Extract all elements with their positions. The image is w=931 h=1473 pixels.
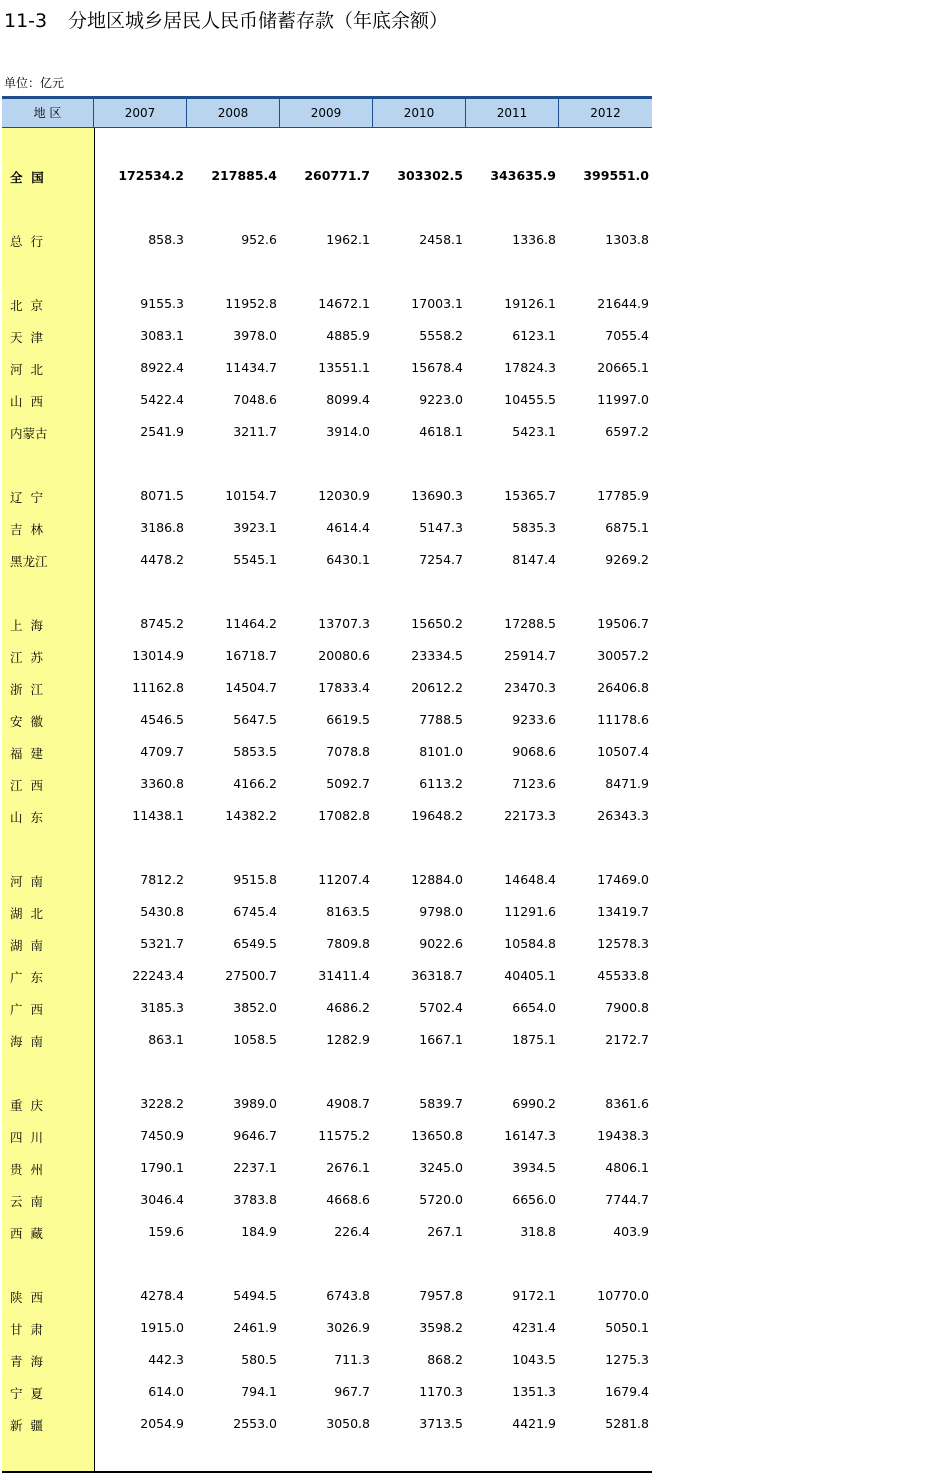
year-column-header: 2007 (94, 99, 187, 127)
value-cell: 7048.6 (233, 392, 277, 407)
table-row (2, 1384, 652, 1404)
value-cell: 11207.4 (318, 872, 370, 887)
value-cell: 12030.9 (318, 488, 370, 503)
year-column-header: 2012 (590, 106, 621, 120)
value-cell: 11162.8 (132, 680, 184, 695)
value-cell: 8101.0 (419, 744, 463, 759)
value-cell: 3783.8 (233, 1192, 277, 1207)
value-cell: 26343.3 (597, 808, 649, 823)
value-cell: 3934.5 (512, 1160, 556, 1175)
value-cell: 17824.3 (504, 360, 556, 375)
value-cell: 7055.4 (605, 328, 649, 343)
value-cell: 22173.3 (504, 808, 556, 823)
value-cell: 31411.4 (318, 968, 370, 983)
value-cell: 5702.4 (419, 1000, 463, 1015)
value-cell: 9798.0 (419, 904, 463, 919)
value-cell: 4709.7 (140, 744, 184, 759)
value-cell: 9068.6 (512, 744, 556, 759)
region-name: 湖 北 (10, 906, 43, 921)
table-row (2, 904, 652, 924)
value-cell: 614.0 (148, 1384, 184, 1399)
value-cell: 8922.4 (140, 360, 184, 375)
value-cell: 442.3 (148, 1352, 184, 1367)
value-cell: 226.4 (334, 1224, 370, 1239)
region-name: 河 北 (10, 362, 43, 377)
value-cell: 2553.0 (233, 1416, 277, 1431)
value-cell: 267.1 (427, 1224, 463, 1239)
value-cell: 260771.7 (304, 168, 370, 183)
region-name: 广 东 (10, 970, 43, 985)
value-cell: 25914.7 (504, 648, 556, 663)
region-name: 云 南 (10, 1194, 43, 1209)
value-cell: 6875.1 (605, 520, 649, 535)
value-cell: 159.6 (148, 1224, 184, 1239)
value-cell: 952.6 (241, 232, 277, 247)
value-cell: 1275.3 (605, 1352, 649, 1367)
region-name: 江 西 (10, 778, 43, 793)
table-row (2, 1416, 652, 1436)
value-cell: 4885.9 (326, 328, 370, 343)
region-name: 总 行 (10, 234, 43, 249)
value-cell: 3228.2 (140, 1096, 184, 1111)
value-cell: 14382.2 (225, 808, 277, 823)
value-cell: 4908.7 (326, 1096, 370, 1111)
table-row (2, 1192, 652, 1212)
region-name: 江 苏 (10, 650, 43, 665)
table-row (2, 1032, 652, 1052)
value-cell: 20665.1 (597, 360, 649, 375)
value-cell: 7900.8 (605, 1000, 649, 1015)
value-cell: 1790.1 (140, 1160, 184, 1175)
value-cell: 3852.0 (233, 1000, 277, 1015)
region-name: 陕 西 (10, 1290, 43, 1305)
value-cell: 403.9 (613, 1224, 649, 1239)
value-cell: 2172.7 (605, 1032, 649, 1047)
value-cell: 8745.2 (140, 616, 184, 631)
value-cell: 4421.9 (512, 1416, 556, 1431)
unit-label: 单位：亿元 (4, 76, 65, 90)
table-row (2, 872, 652, 892)
value-cell: 16718.7 (225, 648, 277, 663)
region-name: 新 疆 (10, 1418, 43, 1433)
year-column-header: 2008 (187, 99, 280, 127)
region-name: 海 南 (10, 1034, 43, 1049)
value-cell: 9223.0 (419, 392, 463, 407)
value-cell: 5321.7 (140, 936, 184, 951)
value-cell: 399551.0 (583, 168, 649, 183)
value-cell: 15678.4 (411, 360, 463, 375)
region-name: 河 南 (10, 874, 43, 889)
region-name: 重 庆 (10, 1098, 43, 1113)
value-cell: 5422.4 (140, 392, 184, 407)
region-name: 吉 林 (10, 522, 43, 537)
value-cell: 21644.9 (597, 296, 649, 311)
table-row (2, 552, 652, 572)
value-cell: 13014.9 (132, 648, 184, 663)
table-row (2, 488, 652, 508)
value-cell: 6743.8 (326, 1288, 370, 1303)
value-cell: 7744.7 (605, 1192, 649, 1207)
value-cell: 4614.4 (326, 520, 370, 535)
value-cell: 863.1 (148, 1032, 184, 1047)
value-cell: 9233.6 (512, 712, 556, 727)
value-cell: 9155.3 (140, 296, 184, 311)
region-name: 黑龙江 (10, 554, 48, 569)
region-name: 宁 夏 (10, 1386, 43, 1401)
value-cell: 13419.7 (597, 904, 649, 919)
region-name: 湖 南 (10, 938, 43, 953)
value-cell: 5720.0 (419, 1192, 463, 1207)
value-cell: 23470.3 (504, 680, 556, 695)
table-row (2, 1320, 652, 1340)
region-name: 辽 宁 (10, 490, 43, 505)
value-cell: 7078.8 (326, 744, 370, 759)
region-name: 天 津 (10, 330, 43, 345)
value-cell: 1336.8 (512, 232, 556, 247)
value-cell: 6656.0 (512, 1192, 556, 1207)
value-cell: 3978.0 (233, 328, 277, 343)
value-cell: 5430.8 (140, 904, 184, 919)
value-cell: 5647.5 (233, 712, 277, 727)
value-cell: 20612.2 (411, 680, 463, 695)
value-cell: 19438.3 (597, 1128, 649, 1143)
region-name: 福 建 (10, 746, 43, 761)
value-cell: 2054.9 (140, 1416, 184, 1431)
value-cell: 10154.7 (225, 488, 277, 503)
value-cell: 7788.5 (419, 712, 463, 727)
value-cell: 4278.4 (140, 1288, 184, 1303)
value-cell: 13551.1 (318, 360, 370, 375)
table-row (2, 168, 652, 188)
value-cell: 6619.5 (326, 712, 370, 727)
value-cell: 5853.5 (233, 744, 277, 759)
value-cell: 303302.5 (397, 168, 463, 183)
value-cell: 3026.9 (326, 1320, 370, 1335)
value-cell: 11997.0 (597, 392, 649, 407)
value-cell: 2458.1 (419, 232, 463, 247)
table-row (2, 616, 652, 636)
value-cell: 17082.8 (318, 808, 370, 823)
value-cell: 5281.8 (605, 1416, 649, 1431)
value-cell: 794.1 (241, 1384, 277, 1399)
value-cell: 3083.1 (140, 328, 184, 343)
value-cell: 3245.0 (419, 1160, 463, 1175)
value-cell: 9646.7 (233, 1128, 277, 1143)
value-cell: 3923.1 (233, 520, 277, 535)
year-column-header: 2011 (466, 99, 559, 127)
value-cell: 7123.6 (512, 776, 556, 791)
value-cell: 11434.7 (225, 360, 277, 375)
value-cell: 7809.8 (326, 936, 370, 951)
value-cell: 6430.1 (326, 552, 370, 567)
value-cell: 5494.5 (233, 1288, 277, 1303)
value-cell: 1282.9 (326, 1032, 370, 1047)
value-cell: 184.9 (241, 1224, 277, 1239)
value-cell: 11464.2 (225, 616, 277, 631)
value-cell: 8071.5 (140, 488, 184, 503)
value-cell: 11952.8 (225, 296, 277, 311)
table-row (2, 680, 652, 700)
value-cell: 14672.1 (318, 296, 370, 311)
value-cell: 36318.7 (411, 968, 463, 983)
value-cell: 3185.3 (140, 1000, 184, 1015)
table-row (2, 1128, 652, 1148)
value-cell: 3211.7 (233, 424, 277, 439)
table-title: 分地区城乡居民人民币储蓄存款（年底余额） (68, 10, 449, 32)
region-name: 山 东 (10, 810, 43, 825)
region-name: 贵 州 (10, 1162, 43, 1177)
value-cell: 22243.4 (132, 968, 184, 983)
year-column-header: 2009 (280, 99, 373, 127)
year-column-header: 2010 (373, 99, 466, 127)
value-cell: 10770.0 (597, 1288, 649, 1303)
value-cell: 8163.5 (326, 904, 370, 919)
table-row (2, 712, 652, 732)
value-cell: 7812.2 (140, 872, 184, 887)
region-name: 浙 江 (10, 682, 43, 697)
value-cell: 20080.6 (318, 648, 370, 663)
value-cell: 4668.6 (326, 1192, 370, 1207)
table-row (2, 424, 652, 444)
value-cell: 7450.9 (140, 1128, 184, 1143)
value-cell: 13690.3 (411, 488, 463, 503)
value-cell: 4546.5 (140, 712, 184, 727)
value-cell: 217885.4 (211, 168, 277, 183)
value-cell: 19506.7 (597, 616, 649, 631)
value-cell: 868.2 (427, 1352, 463, 1367)
table-row (2, 232, 652, 252)
table-row (2, 360, 652, 380)
table-row (2, 936, 652, 956)
value-cell: 6549.5 (233, 936, 277, 951)
value-cell: 2461.9 (233, 1320, 277, 1335)
value-cell: 3914.0 (326, 424, 370, 439)
value-cell: 343635.9 (490, 168, 556, 183)
value-cell: 1915.0 (140, 1320, 184, 1335)
table-row (2, 1224, 652, 1244)
value-cell: 318.8 (520, 1224, 556, 1239)
value-cell: 172534.2 (118, 168, 184, 183)
value-cell: 13650.8 (411, 1128, 463, 1143)
table-row (2, 296, 652, 316)
value-cell: 3050.8 (326, 1416, 370, 1431)
value-cell: 1351.3 (512, 1384, 556, 1399)
value-cell: 1962.1 (326, 232, 370, 247)
value-cell: 45533.8 (597, 968, 649, 983)
table-row (2, 1352, 652, 1372)
value-cell: 17288.5 (504, 616, 556, 631)
region-name: 北 京 (10, 298, 43, 313)
region-name: 广 西 (10, 1002, 43, 1017)
value-cell: 12578.3 (597, 936, 649, 951)
value-cell: 3046.4 (140, 1192, 184, 1207)
value-cell: 4686.2 (326, 1000, 370, 1015)
value-cell: 27500.7 (225, 968, 277, 983)
value-cell: 15650.2 (411, 616, 463, 631)
value-cell: 8099.4 (326, 392, 370, 407)
region-name: 西 藏 (10, 1226, 43, 1241)
value-cell: 8471.9 (605, 776, 649, 791)
value-cell: 16147.3 (504, 1128, 556, 1143)
region-name: 山 西 (10, 394, 43, 409)
value-cell: 6113.2 (419, 776, 463, 791)
value-cell: 2237.1 (233, 1160, 277, 1175)
region-name: 内蒙古 (10, 426, 48, 441)
table-row (2, 648, 652, 668)
table-row (2, 744, 652, 764)
value-cell: 6597.2 (605, 424, 649, 439)
table-row (2, 968, 652, 988)
table-row (2, 1160, 652, 1180)
value-cell: 23334.5 (411, 648, 463, 663)
value-cell: 10507.4 (597, 744, 649, 759)
value-cell: 15365.7 (504, 488, 556, 503)
table-row (2, 1288, 652, 1308)
value-cell: 5050.1 (605, 1320, 649, 1335)
value-cell: 14648.4 (504, 872, 556, 887)
value-cell: 858.3 (148, 232, 184, 247)
value-cell: 4478.2 (140, 552, 184, 567)
value-cell: 1058.5 (233, 1032, 277, 1047)
value-cell: 10584.8 (504, 936, 556, 951)
value-cell: 967.7 (334, 1384, 370, 1399)
value-cell: 30057.2 (597, 648, 649, 663)
value-cell: 13707.3 (318, 616, 370, 631)
value-cell: 9515.8 (233, 872, 277, 887)
value-cell: 11291.6 (504, 904, 556, 919)
value-cell: 1679.4 (605, 1384, 649, 1399)
value-cell: 11438.1 (132, 808, 184, 823)
value-cell: 9172.1 (512, 1288, 556, 1303)
value-cell: 1043.5 (512, 1352, 556, 1367)
value-cell: 17833.4 (318, 680, 370, 695)
table-number: 11-3 (4, 10, 48, 32)
value-cell: 7254.7 (419, 552, 463, 567)
table-row (2, 520, 652, 540)
value-cell: 5423.1 (512, 424, 556, 439)
page-title (4, 6, 448, 33)
value-cell: 19648.2 (411, 808, 463, 823)
region-name: 甘 肃 (10, 1322, 43, 1337)
value-cell: 17003.1 (411, 296, 463, 311)
value-cell: 3713.5 (419, 1416, 463, 1431)
value-cell: 580.5 (241, 1352, 277, 1367)
value-cell: 1170.3 (419, 1384, 463, 1399)
value-cell: 5839.7 (419, 1096, 463, 1111)
value-cell: 9269.2 (605, 552, 649, 567)
value-cell: 8361.6 (605, 1096, 649, 1111)
value-cell: 11178.6 (597, 712, 649, 727)
region-name: 上 海 (10, 618, 43, 633)
table-row (2, 1096, 652, 1116)
region-name: 全 国 (10, 170, 44, 185)
value-cell: 3598.2 (419, 1320, 463, 1335)
value-cell: 6654.0 (512, 1000, 556, 1015)
value-cell: 10455.5 (504, 392, 556, 407)
value-cell: 4618.1 (419, 424, 463, 439)
value-cell: 9022.6 (419, 936, 463, 951)
value-cell: 5558.2 (419, 328, 463, 343)
region-name: 四 川 (10, 1130, 43, 1145)
value-cell: 1875.1 (512, 1032, 556, 1047)
value-cell: 5147.3 (419, 520, 463, 535)
value-cell: 11575.2 (318, 1128, 370, 1143)
table-row (2, 776, 652, 796)
value-cell: 7957.8 (419, 1288, 463, 1303)
value-cell: 5092.7 (326, 776, 370, 791)
value-cell: 3989.0 (233, 1096, 277, 1111)
value-cell: 4806.1 (605, 1160, 649, 1175)
value-cell: 2541.9 (140, 424, 184, 439)
value-cell: 26406.8 (597, 680, 649, 695)
value-cell: 4166.2 (233, 776, 277, 791)
value-cell: 8147.4 (512, 552, 556, 567)
table-row (2, 328, 652, 348)
value-cell: 17785.9 (597, 488, 649, 503)
value-cell: 4231.4 (512, 1320, 556, 1335)
region-name: 青 海 (10, 1354, 43, 1369)
value-cell: 3360.8 (140, 776, 184, 791)
value-cell: 1667.1 (419, 1032, 463, 1047)
table-header (2, 96, 652, 128)
value-cell: 6990.2 (512, 1096, 556, 1111)
value-cell: 40405.1 (504, 968, 556, 983)
region-name: 安 徽 (10, 714, 43, 729)
value-cell: 5835.3 (512, 520, 556, 535)
value-cell: 6745.4 (233, 904, 277, 919)
value-cell: 2676.1 (326, 1160, 370, 1175)
value-cell: 6123.1 (512, 328, 556, 343)
value-cell: 14504.7 (225, 680, 277, 695)
value-cell: 5545.1 (233, 552, 277, 567)
table-row (2, 1000, 652, 1020)
value-cell: 3186.8 (140, 520, 184, 535)
region-column-header: 地 区 (2, 99, 94, 127)
value-cell: 1303.8 (605, 232, 649, 247)
value-cell: 711.3 (334, 1352, 370, 1367)
table-row (2, 808, 652, 828)
table-row (2, 392, 652, 412)
value-cell: 17469.0 (597, 872, 649, 887)
value-cell: 12884.0 (411, 872, 463, 887)
value-cell: 19126.1 (504, 296, 556, 311)
